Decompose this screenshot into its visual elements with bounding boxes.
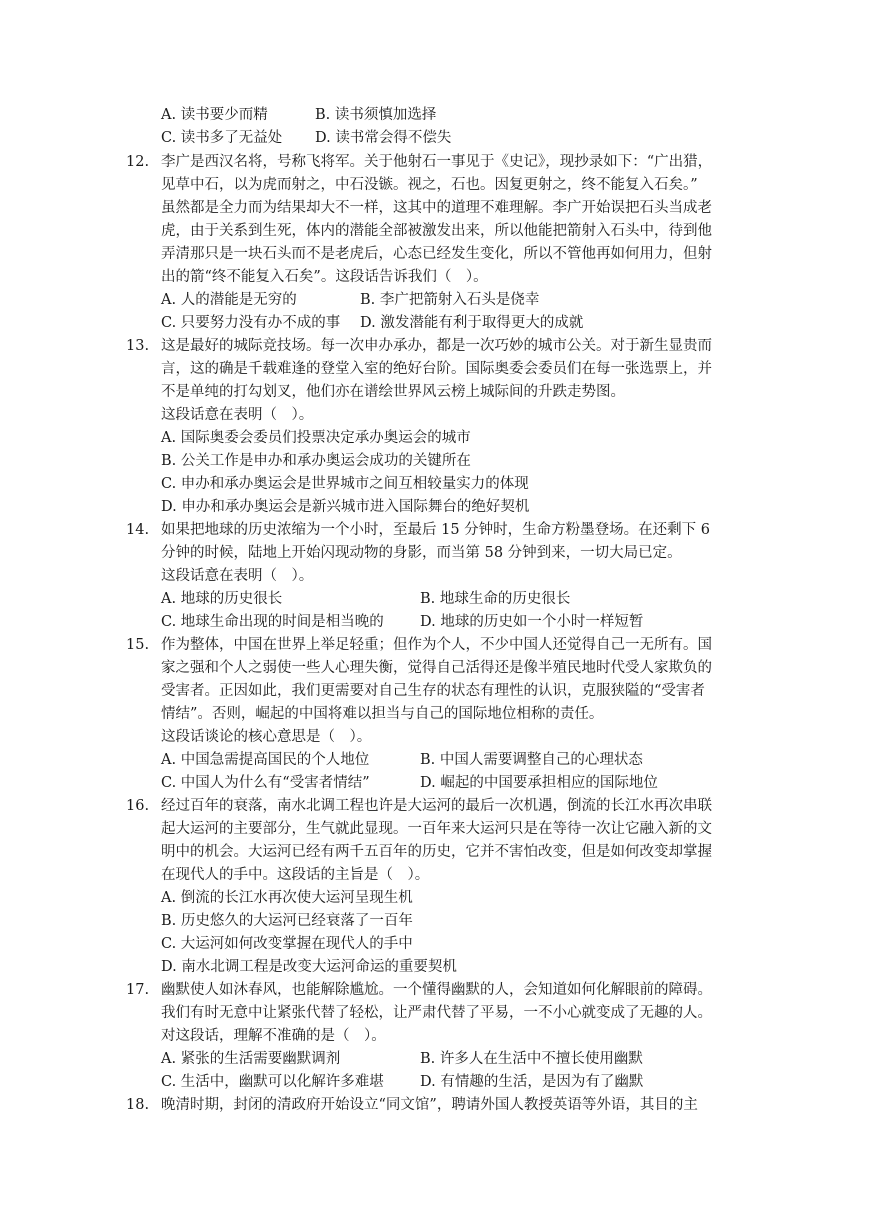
option-c: C. 只要努力没有办不成的事 — [161, 315, 341, 331]
option-d: D. 地球的历史如一个小时一样短暂 — [420, 614, 644, 630]
question-text-line: 分钟的时候，陆地上开始闪现动物的身影，而当第 58 分钟到来，一切大局已定。 — [161, 545, 682, 561]
question-number: 14. — [126, 522, 150, 538]
question-text-line: 经过百年的衰落，南水北调工程也许是大运河的最后一次机遇，倒流的长江水再次串联 — [161, 798, 712, 814]
question-text-line: 家之强和个人之弱使一些人心理失衡，觉得自己活得还是像半殖民地时代受人家欺负的 — [161, 660, 712, 676]
option-a: A. 倒流的长江水再次使大运河呈现生机 — [161, 890, 413, 906]
question-text-line: 如果把地球的历史浓缩为一个小时，至最后 15 分钟时，生命方粉墨登场。在还剩下 6 — [161, 522, 711, 538]
option-d: D. 申办和承办奥运会是新兴城市进入国际舞台的绝好契机 — [161, 499, 530, 515]
question-text-line: 不是单纯的打勾划叉，他们亦在谱绘世界风云榜上城际间的升跌走势图。 — [161, 384, 625, 400]
question-number: 12. — [126, 154, 150, 170]
option-d: D. 激发潜能有利于取得更大的成就 — [360, 315, 584, 331]
option-b: B. 地球生命的历史很长 — [420, 591, 571, 607]
question-text-line: 言，这的确是千载难逢的登堂入室的绝好台阶。国际奥委会委员们在每一张选票上，并 — [161, 361, 712, 377]
question-text-line: 虽然都是全力而为结果却大不一样，这其中的道理不难理解。李广开始误把石头当成老 — [161, 200, 712, 216]
option-a: A. 地球的历史很长 — [161, 591, 283, 607]
option-b: B. 读书须慎加选择 — [315, 107, 437, 123]
question-text-line: 弄清那只是一块石头而不是老虎后，心态已经发生变化，所以不管他再如何用力，但射 — [161, 246, 712, 262]
option-b: B. 历史悠久的大运河已经衰落了一百年 — [161, 913, 413, 929]
question-number: 16. — [126, 798, 150, 814]
question-text-line: 虎，由于关系到生死，体内的潜能全部被激发出来，所以他能把箭射入石头中，待到他 — [161, 223, 712, 239]
option-c: C. 申办和承办奥运会是世界城市之间互相较量实力的体现 — [161, 476, 529, 492]
question-prompt: 这段话意在表明（ ）。 — [161, 407, 314, 423]
option-b: B. 中国人需要调整自己的心理状态 — [420, 752, 643, 768]
question-number: 17. — [126, 982, 150, 998]
option-d: D. 有情趣的生活，是因为有了幽默 — [420, 1074, 644, 1090]
option-a: A. 国际奥委会委员们投票决定承办奥运会的城市 — [161, 430, 471, 446]
question-text-line: 在现代人的手中。这段话的主旨是（ ）。 — [161, 867, 430, 883]
option-c: C. 大运河如何改变掌握在现代人的手中 — [161, 936, 413, 952]
question-text-line: 见草中石，以为虎而射之，中石没镞。视之，石也。因复更射之，终不能复入石矣。” — [161, 177, 698, 193]
option-d: D. 南水北调工程是改变大运河命运的重要契机 — [161, 959, 457, 975]
option-d: D. 读书常会得不偿失 — [315, 130, 452, 146]
question-prompt: 这段话意在表明（ ）。 — [161, 568, 314, 584]
question-text-line: 起大运河的主要部分，生气就此显现。一百年来大运河只是在等待一次让它融入新的文 — [161, 821, 712, 837]
option-c: C. 地球生命出现的时间是相当晚的 — [161, 614, 384, 630]
option-b: B. 李广把箭射入石头是侥幸 — [360, 292, 540, 308]
question-number: 15. — [126, 637, 150, 653]
question-number: 13. — [126, 338, 150, 354]
option-b: B. 许多人在生活中不擅长使用幽默 — [420, 1051, 643, 1067]
option-a: A. 紧张的生活需要幽默调剂 — [161, 1051, 341, 1067]
option-d: D. 崛起的中国要承担相应的国际地位 — [420, 775, 658, 791]
option-c: C. 中国人为什么有“受害者情结” — [161, 775, 370, 791]
question-text-line: 明中的机会。大运河已经有两千五百年的历史，它并不害怕改变，但是如何改变却掌握 — [161, 844, 712, 860]
question-text-line: 幽默使人如沐春风，也能解除尴尬。一个懂得幽默的人，会知道如何化解眼前的障碍。 — [161, 982, 712, 998]
option-c: C. 生活中，幽默可以化解许多难堪 — [161, 1074, 384, 1090]
option-b: B. 公关工作是申办和承办奥运会成功的关键所在 — [161, 453, 471, 469]
question-number: 18. — [126, 1097, 150, 1113]
question-text-line: 晚清时期，封闭的清政府开始设立“同文馆”，聘请外国人教授英语等外语，其目的主 — [161, 1097, 698, 1113]
question-prompt: 对这段话，理解不准确的是（ ）。 — [161, 1028, 386, 1044]
question-text-line: 情结”。否则，崛起的中国将难以担当与自己的国际地位相称的责任。 — [161, 706, 604, 722]
option-a: A. 中国急需提高国民的个人地位 — [161, 752, 370, 768]
question-text-line: 受害者。正因如此，我们更需要对自己生存的状态有理性的认识，克服狭隘的“受害者 — [161, 683, 705, 699]
question-text-line: 作为整体，中国在世界上举足轻重；但作为个人，不少中国人还觉得自己一无所有。国 — [161, 637, 712, 653]
question-text-line: 李广是西汉名将，号称飞将军。关于他射石一事见于《史记》，现抄录如下：“广出猎， — [161, 154, 713, 170]
option-a: A. 读书要少而精 — [161, 107, 268, 123]
question-prompt: 这段话谈论的核心意思是（ ）。 — [161, 729, 372, 745]
question-text-line: 我们有时无意中让紧张代替了轻松，让严肃代替了平易，一不小心就变成了无趣的人。 — [161, 1005, 712, 1021]
question-text-line: 出的箭“终不能复入石矣”。这段话告诉我们（ ）。 — [161, 269, 488, 285]
question-text-line: 这是最好的城际竞技场。每一次申办承办，都是一次巧妙的城市公关。对于新生显贵而 — [161, 338, 712, 354]
option-c: C. 读书多了无益处 — [161, 130, 283, 146]
option-a: A. 人的潜能是无穷的 — [161, 292, 297, 308]
